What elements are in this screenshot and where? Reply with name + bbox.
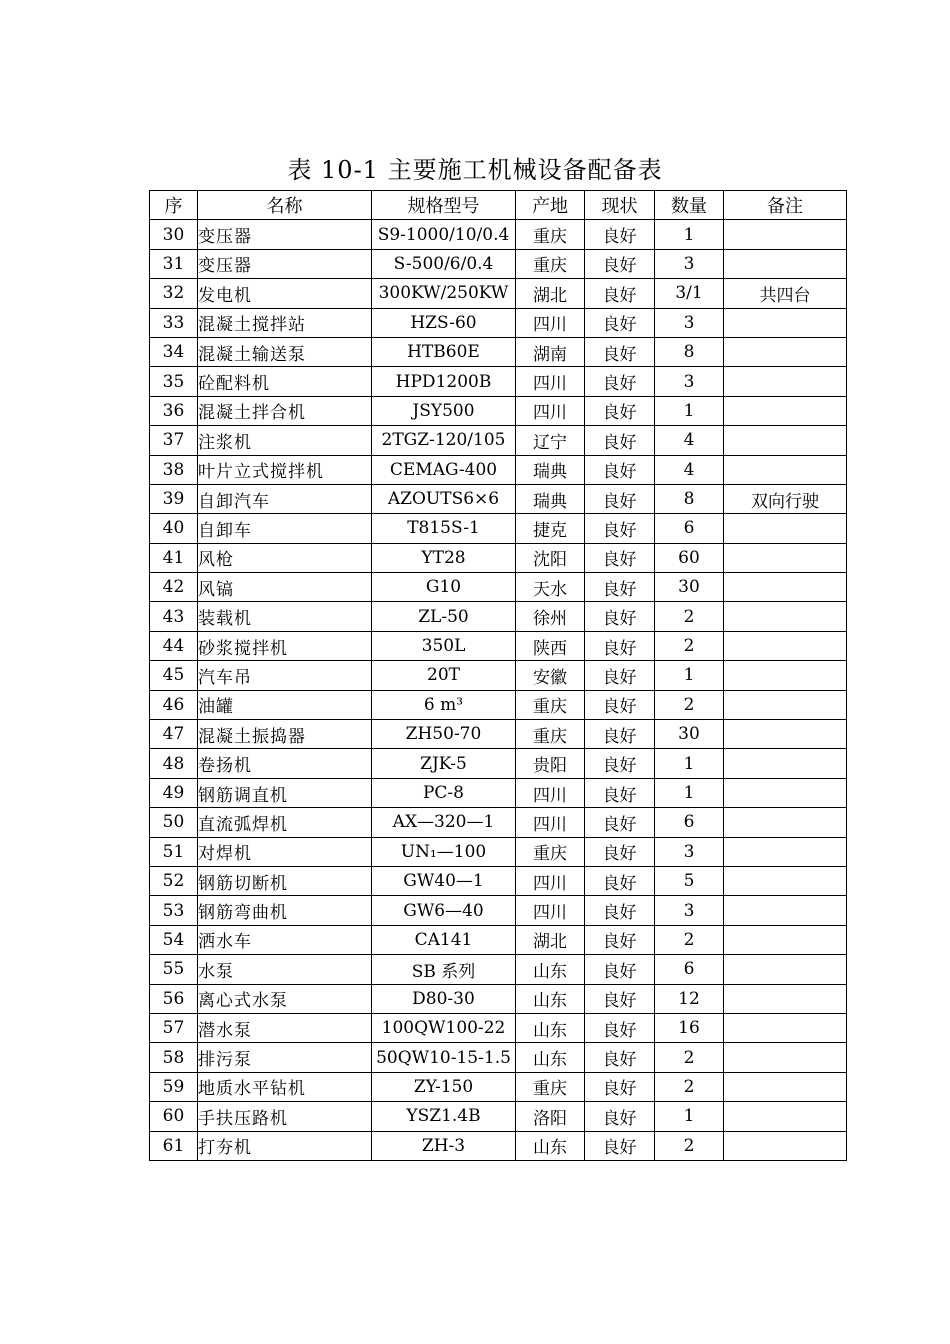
cell-name: 自卸车 [198, 514, 372, 543]
table-row [150, 925, 847, 954]
cell-status: 良好 [585, 573, 655, 602]
cell-origin: 四川 [516, 308, 585, 337]
header-qty: 数量 [655, 191, 724, 220]
cell-note [724, 220, 847, 249]
cell-note [724, 1102, 847, 1131]
cell-note [724, 1043, 847, 1072]
cell-origin: 重庆 [516, 720, 585, 749]
cell-qty: 8 [655, 337, 724, 366]
cell-qty: 4 [655, 426, 724, 455]
cell-spec: T815S-1 [372, 514, 516, 543]
cell-origin: 徐州 [516, 602, 585, 631]
cell-note [724, 426, 847, 455]
cell-no: 39 [150, 484, 198, 513]
cell-no: 60 [150, 1102, 198, 1131]
cell-status: 良好 [585, 308, 655, 337]
cell-spec: ZY-150 [372, 1072, 516, 1101]
cell-name: 钢筋弯曲机 [198, 896, 372, 925]
cell-spec: S-500/6/0.4 [372, 249, 516, 278]
cell-no: 37 [150, 426, 198, 455]
cell-no: 59 [150, 1072, 198, 1101]
cell-name: 排污泵 [198, 1043, 372, 1072]
cell-note [724, 396, 847, 425]
table-row [150, 484, 847, 513]
cell-origin: 辽宁 [516, 426, 585, 455]
cell-no: 38 [150, 455, 198, 484]
cell-no: 58 [150, 1043, 198, 1072]
cell-spec: 2TGZ-120/105 [372, 426, 516, 455]
table-row [150, 1013, 847, 1042]
cell-spec: YT28 [372, 543, 516, 572]
cell-spec: HTB60E [372, 337, 516, 366]
table-row [150, 279, 847, 308]
cell-status: 良好 [585, 484, 655, 513]
cell-status: 良好 [585, 631, 655, 660]
cell-no: 31 [150, 249, 198, 278]
cell-no: 54 [150, 925, 198, 954]
cell-qty: 1 [655, 220, 724, 249]
cell-status: 良好 [585, 543, 655, 572]
header-status: 现状 [585, 191, 655, 220]
table-row [150, 1131, 847, 1160]
cell-origin: 捷克 [516, 514, 585, 543]
cell-qty: 6 [655, 514, 724, 543]
cell-qty: 3 [655, 896, 724, 925]
cell-name: 风镐 [198, 573, 372, 602]
cell-spec: ZJK-5 [372, 749, 516, 778]
cell-name: 混凝土拌合机 [198, 396, 372, 425]
cell-status: 良好 [585, 896, 655, 925]
cell-name: 混凝土搅拌站 [198, 308, 372, 337]
cell-no: 35 [150, 367, 198, 396]
cell-status: 良好 [585, 778, 655, 807]
table-row [150, 720, 847, 749]
cell-origin: 陕西 [516, 631, 585, 660]
table-body [150, 220, 847, 1161]
cell-origin: 重庆 [516, 249, 585, 278]
cell-name: 对焊机 [198, 837, 372, 866]
cell-status: 良好 [585, 925, 655, 954]
cell-spec: CEMAG-400 [372, 455, 516, 484]
cell-spec: ZL-50 [372, 602, 516, 631]
cell-status: 良好 [585, 690, 655, 719]
header-spec: 规格型号 [372, 191, 516, 220]
cell-note [724, 631, 847, 660]
cell-origin: 湖南 [516, 337, 585, 366]
cell-no: 41 [150, 543, 198, 572]
cell-status: 良好 [585, 220, 655, 249]
cell-status: 良好 [585, 808, 655, 837]
cell-status: 良好 [585, 455, 655, 484]
cell-qty: 2 [655, 925, 724, 954]
cell-qty: 1 [655, 778, 724, 807]
cell-origin: 山东 [516, 984, 585, 1013]
cell-name: 装载机 [198, 602, 372, 631]
table-row [150, 396, 847, 425]
table-row [150, 837, 847, 866]
cell-no: 52 [150, 866, 198, 895]
cell-no: 50 [150, 808, 198, 837]
cell-origin: 贵阳 [516, 749, 585, 778]
header-origin: 产地 [516, 191, 585, 220]
cell-origin: 湖北 [516, 925, 585, 954]
cell-spec: AZOUTS6×6 [372, 484, 516, 513]
cell-note [724, 367, 847, 396]
table-row [150, 896, 847, 925]
cell-qty: 2 [655, 690, 724, 719]
cell-name: 变压器 [198, 249, 372, 278]
cell-no: 51 [150, 837, 198, 866]
cell-qty: 2 [655, 631, 724, 660]
cell-spec: ZH50-70 [372, 720, 516, 749]
cell-note [724, 514, 847, 543]
cell-name: 混凝土输送泵 [198, 337, 372, 366]
cell-qty: 8 [655, 484, 724, 513]
cell-origin: 山东 [516, 1131, 585, 1160]
table-row [150, 690, 847, 719]
cell-name: 砼配料机 [198, 367, 372, 396]
cell-no: 55 [150, 955, 198, 984]
table-row [150, 455, 847, 484]
cell-note [724, 543, 847, 572]
table-row [150, 1072, 847, 1101]
cell-origin: 四川 [516, 367, 585, 396]
cell-no: 36 [150, 396, 198, 425]
cell-origin: 四川 [516, 896, 585, 925]
cell-qty: 16 [655, 1013, 724, 1042]
cell-note [724, 573, 847, 602]
cell-note [724, 866, 847, 895]
cell-origin: 四川 [516, 866, 585, 895]
cell-no: 34 [150, 337, 198, 366]
cell-origin: 洛阳 [516, 1102, 585, 1131]
cell-spec: D80-30 [372, 984, 516, 1013]
header-name: 名称 [198, 191, 372, 220]
cell-note [724, 1013, 847, 1042]
cell-name: 叶片立式搅拌机 [198, 455, 372, 484]
cell-qty: 30 [655, 573, 724, 602]
cell-spec: JSY500 [372, 396, 516, 425]
cell-name: 直流弧焊机 [198, 808, 372, 837]
cell-name: 注浆机 [198, 426, 372, 455]
table-row [150, 749, 847, 778]
cell-spec: GW40—1 [372, 866, 516, 895]
cell-origin: 湖北 [516, 279, 585, 308]
table-row [150, 337, 847, 366]
equipment-table [149, 190, 847, 1161]
cell-qty: 1 [655, 661, 724, 690]
table-row [150, 426, 847, 455]
cell-note [724, 808, 847, 837]
table-row [150, 514, 847, 543]
cell-no: 33 [150, 308, 198, 337]
table-row [150, 308, 847, 337]
cell-origin: 沈阳 [516, 543, 585, 572]
cell-status: 良好 [585, 367, 655, 396]
cell-note [724, 1131, 847, 1160]
cell-name: 水泵 [198, 955, 372, 984]
table-row [150, 543, 847, 572]
cell-note [724, 249, 847, 278]
cell-spec: S9-1000/10/0.4 [372, 220, 516, 249]
cell-origin: 重庆 [516, 690, 585, 719]
cell-qty: 3 [655, 308, 724, 337]
cell-origin: 安徽 [516, 661, 585, 690]
table-row [150, 220, 847, 249]
cell-origin: 瑞典 [516, 455, 585, 484]
cell-status: 良好 [585, 1043, 655, 1072]
cell-no: 53 [150, 896, 198, 925]
cell-qty: 2 [655, 1131, 724, 1160]
cell-note [724, 984, 847, 1013]
cell-qty: 1 [655, 396, 724, 425]
cell-note [724, 1072, 847, 1101]
cell-name: 打夯机 [198, 1131, 372, 1160]
cell-note [724, 749, 847, 778]
cell-no: 57 [150, 1013, 198, 1042]
cell-note [724, 337, 847, 366]
cell-spec: YSZ1.4B [372, 1102, 516, 1131]
cell-spec: GW6—40 [372, 896, 516, 925]
cell-spec: 350L [372, 631, 516, 660]
cell-name: 离心式水泵 [198, 984, 372, 1013]
cell-qty: 4 [655, 455, 724, 484]
cell-note [724, 778, 847, 807]
table-row [150, 778, 847, 807]
cell-note [724, 720, 847, 749]
cell-qty: 60 [655, 543, 724, 572]
header-note: 备注 [724, 191, 847, 220]
cell-no: 40 [150, 514, 198, 543]
cell-name: 手扶压路机 [198, 1102, 372, 1131]
cell-note [724, 661, 847, 690]
cell-name: 地质水平钻机 [198, 1072, 372, 1101]
cell-spec: 20T [372, 661, 516, 690]
cell-note [724, 925, 847, 954]
cell-name: 混凝土振捣器 [198, 720, 372, 749]
cell-spec: ZH-3 [372, 1131, 516, 1160]
cell-origin: 重庆 [516, 1072, 585, 1101]
cell-qty: 3 [655, 837, 724, 866]
cell-name: 油罐 [198, 690, 372, 719]
cell-status: 良好 [585, 720, 655, 749]
cell-status: 良好 [585, 249, 655, 278]
cell-qty: 2 [655, 1043, 724, 1072]
cell-no: 44 [150, 631, 198, 660]
cell-name: 钢筋调直机 [198, 778, 372, 807]
cell-status: 良好 [585, 955, 655, 984]
cell-spec: HZS-60 [372, 308, 516, 337]
cell-qty: 30 [655, 720, 724, 749]
table-row [150, 808, 847, 837]
cell-spec: PC-8 [372, 778, 516, 807]
cell-spec: CA141 [372, 925, 516, 954]
table-row [150, 367, 847, 396]
cell-spec: 6 m³ [372, 690, 516, 719]
cell-spec: G10 [372, 573, 516, 602]
cell-name: 汽车吊 [198, 661, 372, 690]
cell-no: 42 [150, 573, 198, 602]
cell-name: 洒水车 [198, 925, 372, 954]
cell-qty: 5 [655, 866, 724, 895]
cell-no: 30 [150, 220, 198, 249]
table-row [150, 602, 847, 631]
cell-no: 45 [150, 661, 198, 690]
cell-status: 良好 [585, 337, 655, 366]
cell-qty: 3 [655, 367, 724, 396]
cell-origin: 山东 [516, 1043, 585, 1072]
cell-origin: 四川 [516, 778, 585, 807]
cell-name: 变压器 [198, 220, 372, 249]
cell-spec: AX—320—1 [372, 808, 516, 837]
cell-qty: 1 [655, 749, 724, 778]
cell-note [724, 308, 847, 337]
table-row [150, 249, 847, 278]
cell-note [724, 602, 847, 631]
cell-name: 卷扬机 [198, 749, 372, 778]
cell-status: 良好 [585, 661, 655, 690]
cell-status: 良好 [585, 749, 655, 778]
header-no: 序 [150, 191, 198, 220]
cell-spec: 50QW10-15-1.5 [372, 1043, 516, 1072]
table-row [150, 661, 847, 690]
cell-qty: 3/1 [655, 279, 724, 308]
cell-spec: 300KW/250KW [372, 279, 516, 308]
cell-spec: 100QW100-22 [372, 1013, 516, 1042]
cell-status: 良好 [585, 1072, 655, 1101]
cell-status: 良好 [585, 426, 655, 455]
cell-status: 良好 [585, 279, 655, 308]
cell-no: 61 [150, 1131, 198, 1160]
cell-name: 潜水泵 [198, 1013, 372, 1042]
cell-note: 双向行驶 [724, 484, 847, 513]
cell-qty: 1 [655, 1102, 724, 1131]
cell-status: 良好 [585, 1013, 655, 1042]
cell-qty: 3 [655, 249, 724, 278]
cell-origin: 山东 [516, 1013, 585, 1042]
table-row [150, 631, 847, 660]
cell-no: 49 [150, 778, 198, 807]
cell-status: 良好 [585, 1131, 655, 1160]
table-title: 表 10-1 主要施工机械设备配备表 [287, 156, 663, 184]
header-row [150, 191, 847, 220]
cell-qty: 12 [655, 984, 724, 1013]
cell-status: 良好 [585, 396, 655, 425]
cell-note [724, 896, 847, 925]
cell-origin: 四川 [516, 808, 585, 837]
cell-note [724, 455, 847, 484]
cell-origin: 重庆 [516, 220, 585, 249]
cell-origin: 瑞典 [516, 484, 585, 513]
cell-status: 良好 [585, 514, 655, 543]
table-row [150, 866, 847, 895]
table-row [150, 984, 847, 1013]
cell-status: 良好 [585, 984, 655, 1013]
table-row [150, 1102, 847, 1131]
cell-name: 风枪 [198, 543, 372, 572]
table-row [150, 573, 847, 602]
cell-no: 48 [150, 749, 198, 778]
cell-note: 共四台 [724, 279, 847, 308]
cell-status: 良好 [585, 1102, 655, 1131]
cell-qty: 2 [655, 1072, 724, 1101]
cell-status: 良好 [585, 866, 655, 895]
cell-name: 砂浆搅拌机 [198, 631, 372, 660]
cell-spec: SB 系列 [372, 955, 516, 984]
cell-no: 56 [150, 984, 198, 1013]
cell-spec: UN₁—100 [372, 837, 516, 866]
cell-status: 良好 [585, 837, 655, 866]
cell-name: 自卸汽车 [198, 484, 372, 513]
cell-note [724, 955, 847, 984]
cell-note [724, 837, 847, 866]
cell-qty: 2 [655, 602, 724, 631]
cell-status: 良好 [585, 602, 655, 631]
cell-no: 32 [150, 279, 198, 308]
cell-origin: 四川 [516, 396, 585, 425]
cell-origin: 山东 [516, 955, 585, 984]
cell-spec: HPD1200B [372, 367, 516, 396]
cell-name: 钢筋切断机 [198, 866, 372, 895]
cell-note [724, 690, 847, 719]
cell-origin: 重庆 [516, 837, 585, 866]
table-row [150, 1043, 847, 1072]
table-row [150, 955, 847, 984]
cell-qty: 6 [655, 808, 724, 837]
cell-no: 46 [150, 690, 198, 719]
cell-name: 发电机 [198, 279, 372, 308]
cell-no: 47 [150, 720, 198, 749]
cell-origin: 天水 [516, 573, 585, 602]
cell-no: 43 [150, 602, 198, 631]
cell-qty: 6 [655, 955, 724, 984]
